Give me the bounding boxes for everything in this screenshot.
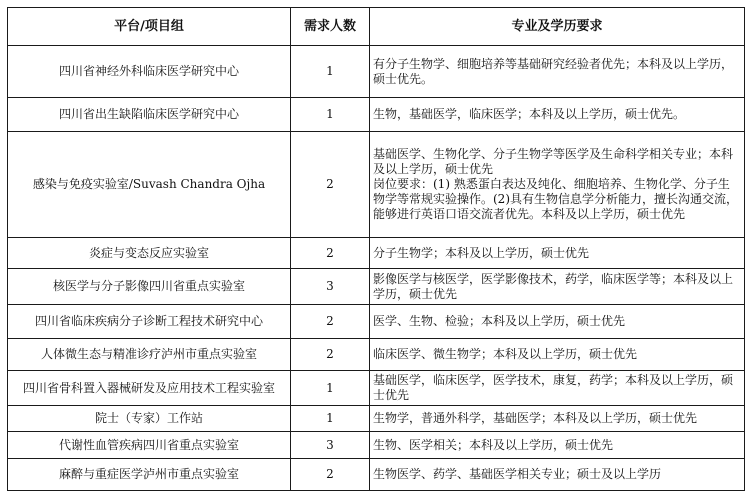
cell-requirements: 医学、生物、检验；本科及以上学历，硕士优先	[370, 305, 745, 339]
table-row	[8, 459, 745, 491]
cell-requirements: 生物，基础医学，临床医学；本科及以上学历，硕士优先。	[370, 98, 745, 132]
header-group: 平台/项目组	[8, 8, 291, 46]
cell-group: 四川省出生缺陷临床医学研究中心	[8, 98, 291, 132]
cell-count: 1	[291, 46, 370, 98]
table-row	[8, 46, 745, 98]
cell-count: 3	[291, 269, 370, 305]
cell-requirements: 生物、医学相关；本科及以上学历，硕士优先	[370, 432, 745, 459]
header-requirements: 专业及学历要求	[370, 8, 745, 46]
table-row	[8, 132, 745, 238]
cell-requirements: 有分子生物学、细胞培养等基础研究经验者优先；本科及以上学历，硕士优先。	[370, 46, 745, 98]
cell-group: 院士（专家）工作站	[8, 406, 291, 432]
table-row	[8, 339, 745, 371]
cell-group: 核医学与分子影像四川省重点实验室	[8, 269, 291, 305]
table-row	[8, 98, 745, 132]
table-row	[8, 305, 745, 339]
cell-count: 2	[291, 339, 370, 371]
cell-requirements: 影像医学与核医学，医学影像技术，药学，临床医学等；本科及以上学历，硕士优先	[370, 269, 745, 305]
cell-count: 1	[291, 406, 370, 432]
cell-group: 麻醉与重症医学泸州市重点实验室	[8, 459, 291, 491]
cell-group: 四川省临床疾病分子诊断工程技术研究中心	[8, 305, 291, 339]
cell-group: 四川省骨科置入器械研发及应用技术工程实验室	[8, 371, 291, 406]
cell-group: 人体微生态与精准诊疗泸州市重点实验室	[8, 339, 291, 371]
table-row	[8, 269, 745, 305]
cell-count: 1	[291, 371, 370, 406]
cell-count: 2	[291, 459, 370, 491]
table-row	[8, 406, 745, 432]
cell-count: 2	[291, 238, 370, 269]
recruitment-table	[7, 7, 745, 491]
cell-count: 2	[291, 305, 370, 339]
cell-requirements	[370, 132, 745, 238]
cell-group: 炎症与变态反应实验室	[8, 238, 291, 269]
cell-group: 代谢性血管疾病四川省重点实验室	[8, 432, 291, 459]
table-row	[8, 432, 745, 459]
cell-requirements: 分子生物学；本科及以上学历，硕士优先	[370, 238, 745, 269]
cell-group: 四川省神经外科临床医学研究中心	[8, 46, 291, 98]
requirements-line: 基础医学、生物化学、分子生物学等医学及生命科学相关专业；本科及以上学历，硕士优先	[373, 147, 734, 176]
cell-count: 3	[291, 432, 370, 459]
table-row	[8, 238, 745, 269]
header-count: 需求人数	[291, 8, 370, 46]
cell-requirements: 生物学，普通外科学，基础医学；本科及以上学历，硕士优先	[370, 406, 745, 432]
cell-requirements: 临床医学、微生物学；本科及以上学历，硕士优先	[370, 339, 745, 371]
cell-requirements: 生物医学、药学、基础医学相关专业；硕士及以上学历	[370, 459, 745, 491]
table-header-row	[8, 8, 745, 46]
table-row	[8, 371, 745, 406]
cell-count: 2	[291, 132, 370, 238]
cell-group: 感染与免疫实验室/Suvash Chandra Ojha	[8, 132, 291, 238]
cell-count: 1	[291, 98, 370, 132]
cell-requirements: 基础医学，临床医学，医学技术，康复，药学；本科及以上学历，硕士优先	[370, 371, 745, 406]
requirements-line: 岗位要求：(1) 熟悉蛋白表达及纯化、细胞培养、生物化学、分子生物学等常规实验操作。(2)具有生物信息学分析能力，擅长沟通交流，能够进行英语口语交流者优先。本科及以上学历，硕士优先	[373, 177, 739, 221]
